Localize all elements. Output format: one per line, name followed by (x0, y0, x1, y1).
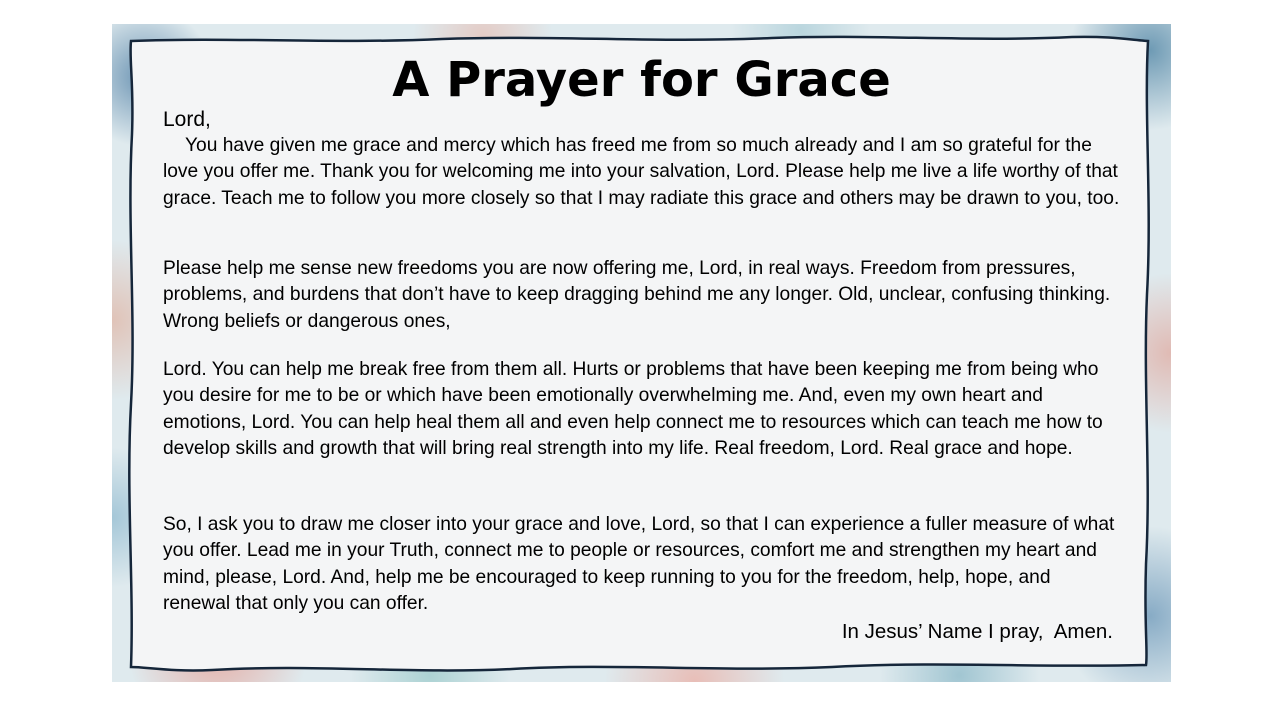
page-title: A Prayer for Grace (392, 52, 891, 108)
greeting: Lord, (163, 108, 211, 131)
prayer-paragraph-3: Lord. You can help me break free from them all. Hurts or problems that have been keeping me from being who you desire for me to be or which have been emotionally overwhelming me. And, even my own heart and emotions, Lord. You can help heal them all and even help connect me to resources which can teach me how to develop skills and growth that will bring real strength into my life. Real freedom, Lord. Real grace and hope. (163, 359, 1103, 459)
prayer-paragraph-1: You have given me grace and mercy which has freed me from so much already and I am so grateful for the love you offer me. Thank you for welcoming me into your salvation, Lord. Please help me live a life worthy of that grace. Teach me to follow you more closely so that I may radiate this grace and others may be drawn to you, too. (163, 135, 1120, 209)
prayer-paragraph-2: Please help me sense new freedoms you are now offering me, Lord, in real ways. Freedom from pressures, problems, and burdens that don’t have to keep dragging behind me any longer. Old, unclear, confusing thinking. Wrong beliefs or dangerous ones, (163, 258, 1111, 332)
closing-line: In Jesus’ Name I pray, Amen. (841, 620, 1113, 643)
slide (112, 24, 1171, 682)
prayer-paragraph-4: So, I ask you to draw me closer into your grace and love, Lord, so that I can experience a fuller measure of what you offer. Lead me in your Truth, connect me to people or resources, comfort me and strengthen my heart and mind, please, Lord. And, help me be encouraged to keep running to you for the freedom, help, hope, and renewal that only you can offer. (163, 514, 1115, 614)
